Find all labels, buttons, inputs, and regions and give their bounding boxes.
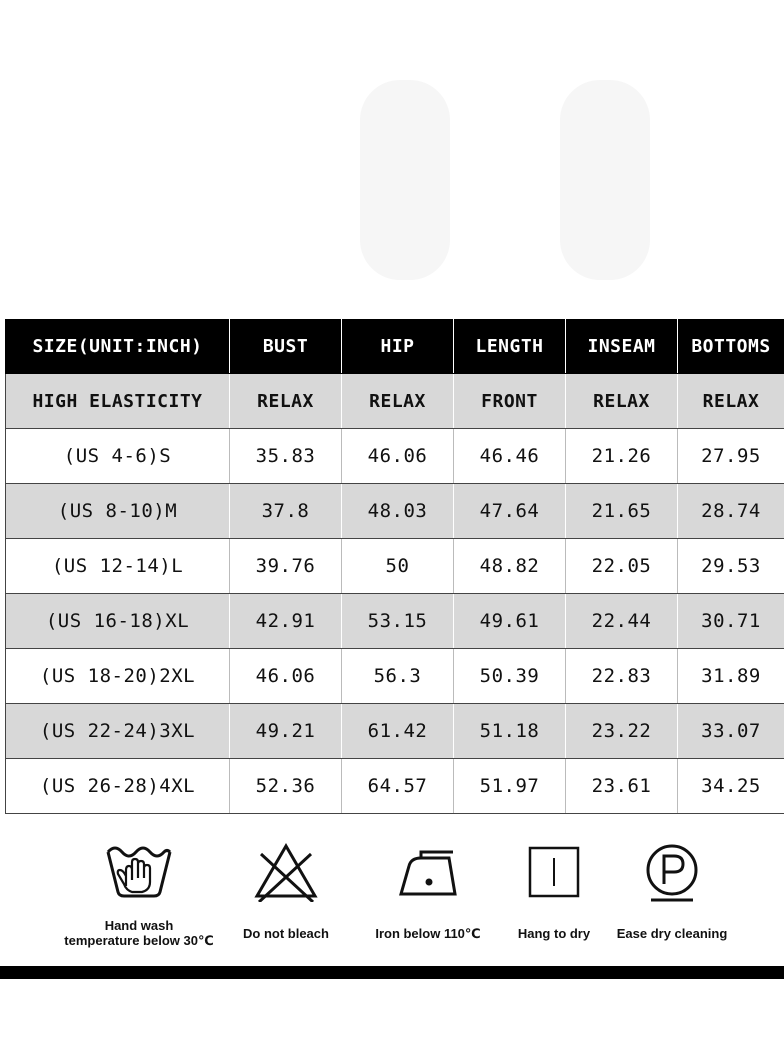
header-size: SIZE(UNIT:INCH) xyxy=(6,319,230,374)
hip-cell: 50 xyxy=(342,539,454,594)
length-cell: 51.97 xyxy=(454,759,566,814)
inseam-cell: 22.05 xyxy=(566,539,678,594)
iron-icon xyxy=(393,840,463,902)
length-cell: 51.18 xyxy=(454,704,566,759)
inseam-cell: 23.22 xyxy=(566,704,678,759)
hip-cell: 46.06 xyxy=(342,429,454,484)
table-row xyxy=(6,704,784,759)
length-cell: 50.39 xyxy=(454,649,566,704)
no-bleach-label: Do not bleach xyxy=(243,926,329,941)
table-row xyxy=(6,759,784,814)
bust-cell: 35.83 xyxy=(230,429,342,484)
care-no-bleach xyxy=(230,840,342,941)
hip-cell: 53.15 xyxy=(342,594,454,649)
subheader-cell: RELAX xyxy=(566,374,678,429)
subheader-cell: HIGH ELASTICITY xyxy=(6,374,230,429)
bottoms-cell: 29.53 xyxy=(678,539,784,594)
inseam-cell: 21.65 xyxy=(566,484,678,539)
bottoms-cell: 27.95 xyxy=(678,429,784,484)
bust-cell: 49.21 xyxy=(230,704,342,759)
care-dry-clean xyxy=(604,840,740,941)
hip-cell: 48.03 xyxy=(342,484,454,539)
hand-wash-icon xyxy=(104,840,174,902)
bust-cell: 42.91 xyxy=(230,594,342,649)
header-length: LENGTH xyxy=(454,319,566,374)
hip-cell: 64.57 xyxy=(342,759,454,814)
subheader-cell: RELAX xyxy=(342,374,454,429)
inseam-cell: 21.26 xyxy=(566,429,678,484)
hand-wash-temp-label: temperature below 30℃ xyxy=(64,933,214,948)
bust-cell: 46.06 xyxy=(230,649,342,704)
size-chart-table xyxy=(5,319,784,814)
inseam-cell: 22.83 xyxy=(566,649,678,704)
length-cell: 49.61 xyxy=(454,594,566,649)
iron-label: Iron below 110℃ xyxy=(375,926,481,941)
bust-cell: 39.76 xyxy=(230,539,342,594)
header-hip: HIP xyxy=(342,319,454,374)
subheader-cell: RELAX xyxy=(230,374,342,429)
size-cell: (US 4-6)S xyxy=(6,429,230,484)
size-cell: (US 12-14)L xyxy=(6,539,230,594)
inseam-cell: 22.44 xyxy=(566,594,678,649)
subheader-cell: RELAX xyxy=(678,374,784,429)
hip-cell: 61.42 xyxy=(342,704,454,759)
bottoms-cell: 28.74 xyxy=(678,484,784,539)
hang-dry-label: Hang to dry xyxy=(517,926,591,941)
size-cell: (US 22-24)3XL xyxy=(6,704,230,759)
bust-cell: 52.36 xyxy=(230,759,342,814)
size-cell: (US 8-10)M xyxy=(6,484,230,539)
no-bleach-icon xyxy=(251,840,321,902)
care-iron xyxy=(358,840,498,941)
size-cell: (US 26-28)4XL xyxy=(6,759,230,814)
table-row xyxy=(6,429,784,484)
dry-clean-label: Ease dry cleaning xyxy=(616,926,728,941)
ghost-pants-left xyxy=(360,80,450,280)
table-row xyxy=(6,649,784,704)
header-inseam: INSEAM xyxy=(566,319,678,374)
length-cell: 46.46 xyxy=(454,429,566,484)
bottom-divider-bar xyxy=(0,966,784,979)
bust-cell: 37.8 xyxy=(230,484,342,539)
length-cell: 48.82 xyxy=(454,539,566,594)
bottoms-cell: 33.07 xyxy=(678,704,784,759)
size-cell: (US 18-20)2XL xyxy=(6,649,230,704)
subheader-cell: FRONT xyxy=(454,374,566,429)
ghost-pants-right xyxy=(560,80,650,280)
table-row xyxy=(6,594,784,649)
hand-wash-label: Hand wash xyxy=(104,918,174,933)
table-row xyxy=(6,539,784,594)
hip-cell: 56.3 xyxy=(342,649,454,704)
bottoms-cell: 30.71 xyxy=(678,594,784,649)
table-row xyxy=(6,484,784,539)
hang-dry-icon xyxy=(519,840,589,902)
length-cell: 47.64 xyxy=(454,484,566,539)
faded-product-image xyxy=(0,0,784,300)
table-header-row xyxy=(6,319,784,374)
care-instructions xyxy=(0,840,784,960)
header-bust: BUST xyxy=(230,319,342,374)
bottoms-cell: 31.89 xyxy=(678,649,784,704)
table-subheader-row xyxy=(6,374,784,429)
care-hang-dry xyxy=(506,840,602,941)
size-cell: (US 16-18)XL xyxy=(6,594,230,649)
care-hand-wash xyxy=(50,840,228,948)
dry-clean-icon xyxy=(637,840,707,902)
header-bottoms: BOTTOMS xyxy=(678,319,784,374)
inseam-cell: 23.61 xyxy=(566,759,678,814)
bottoms-cell: 34.25 xyxy=(678,759,784,814)
